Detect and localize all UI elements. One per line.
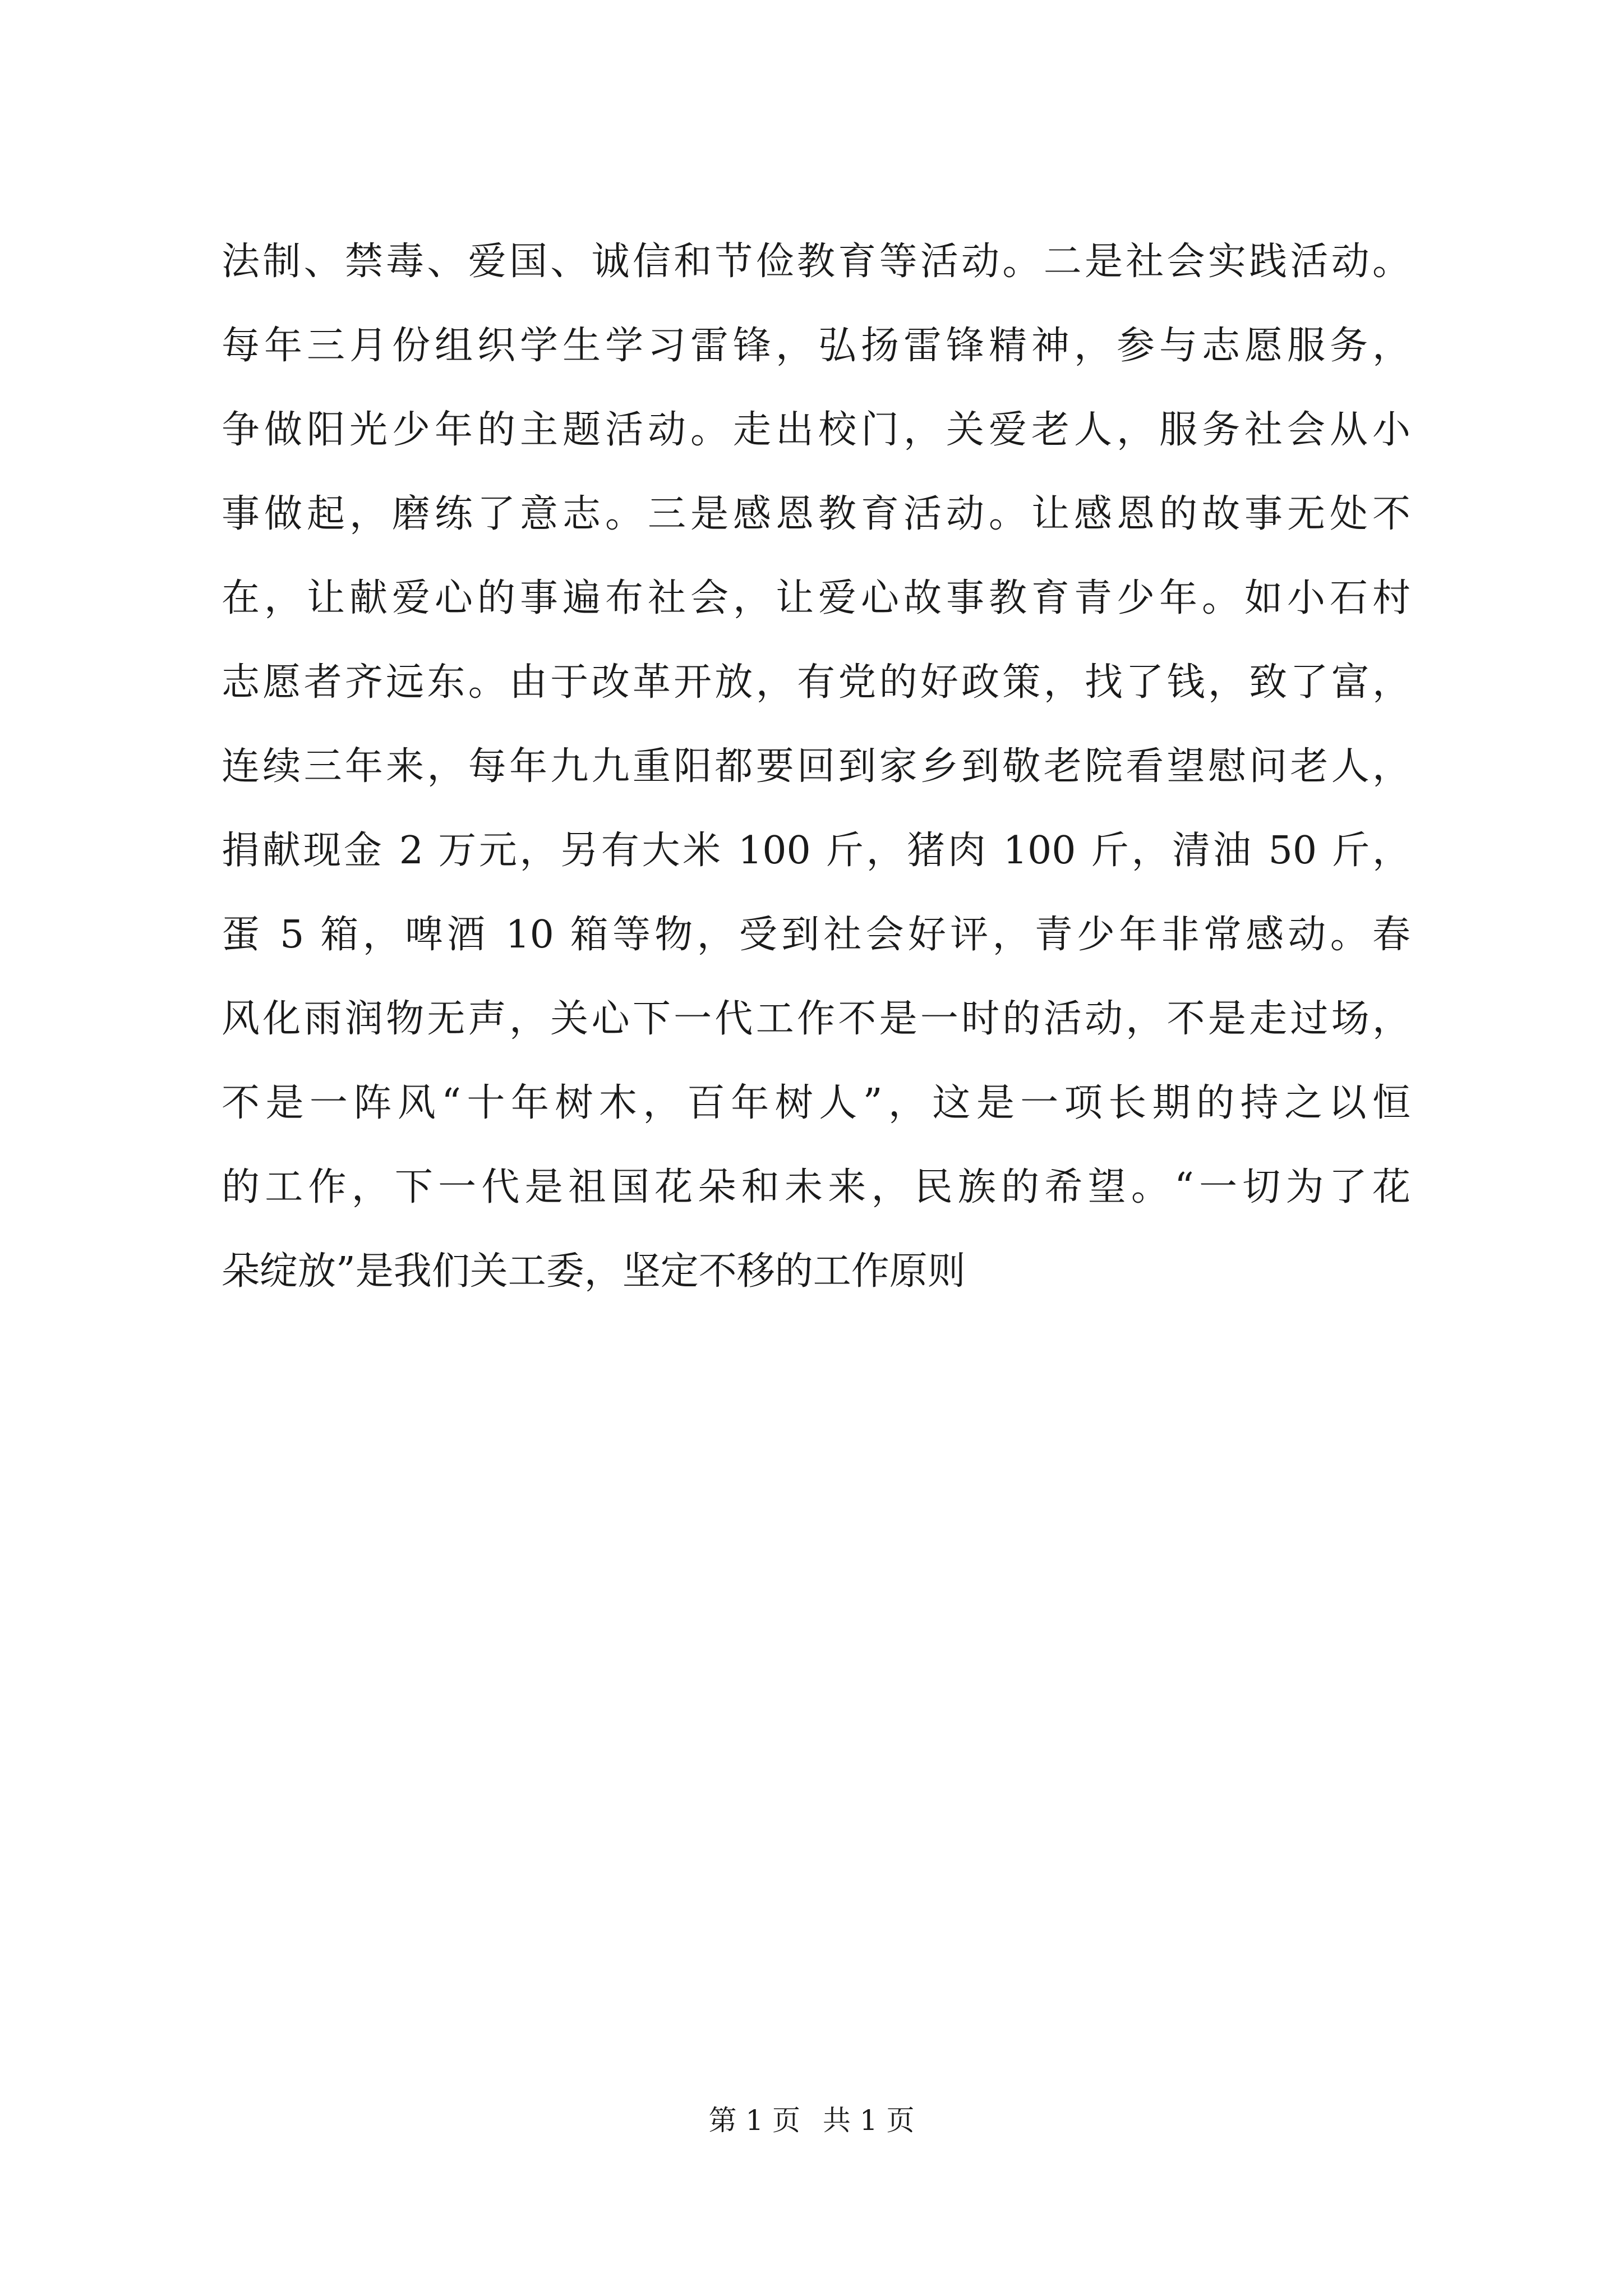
text-line: 在，让献爱心的事遍布社会，让爱心故事教育青少年。如小石村: [222, 576, 1410, 620]
page-footer: [0, 2101, 1623, 2140]
text-line: 争做阳光少年的主题活动。走出校门，关爱老人，服务社会从小: [222, 408, 1410, 452]
page-total: 共 1 页: [822, 2104, 915, 2137]
text-line: 捐献现金 2 万元，另有大米 100 斤，猪肉 100 斤，清油 50 斤，: [222, 829, 1410, 873]
text-line: 连续三年来，每年九九重阳都要回到家乡到敬老院看望慰问老人，: [222, 744, 1410, 789]
text-line: 每年三月份组织学生学习雷锋，弘扬雷锋精神，参与志愿服务，: [222, 324, 1410, 368]
page-number: 第 1 页: [708, 2104, 801, 2137]
text-line: 朵绽放”是我们关工委，坚定不移的工作原则: [222, 1249, 966, 1294]
text-line: 蛋 5 箱，啤酒 10 箱等物，受到社会好评，青少年非常感动。春: [222, 913, 1410, 957]
body-paragraph: [222, 220, 1410, 1314]
text-line: 法制、禁毒、爱国、诚信和节俭教育等活动。二是社会实践活动。: [222, 240, 1410, 284]
text-line: 事做起，磨练了意志。三是感恩教育活动。让感恩的故事无处不: [222, 492, 1410, 536]
text-line: 风化雨润物无声，关心下一代工作不是一时的活动，不是走过场，: [222, 997, 1410, 1041]
text-line: 的工作，下一代是祖国花朵和未来，民族的希望。“一切为了花: [222, 1165, 1410, 1209]
text-line: 志愿者齐远东。由于改革开放，有党的好政策，找了钱，致了富，: [222, 660, 1410, 705]
text-line: 不是一阵风“十年树木，百年树人”，这是一项长期的持之以恒: [222, 1081, 1410, 1125]
